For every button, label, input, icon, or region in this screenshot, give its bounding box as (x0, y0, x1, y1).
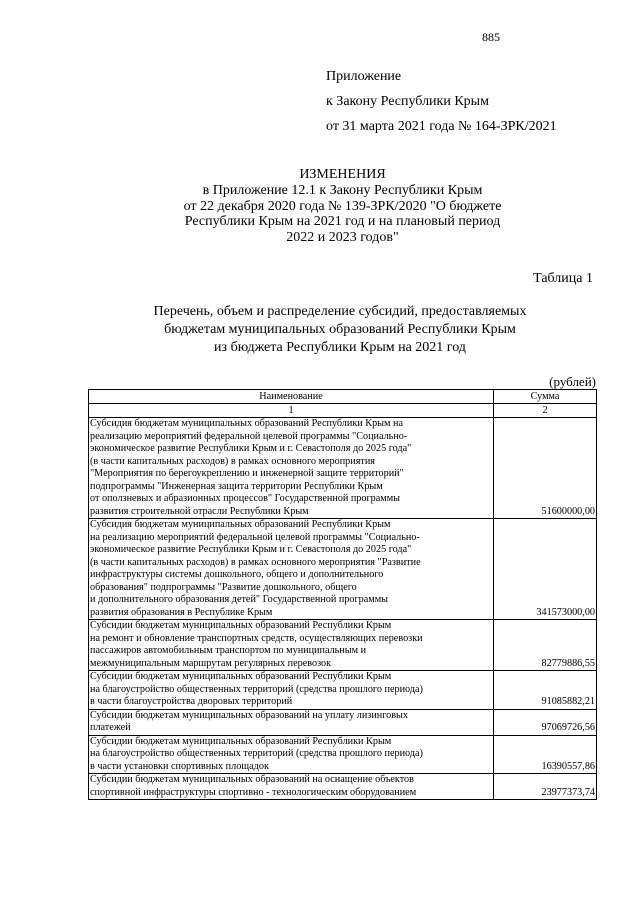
table-row (89, 671, 597, 710)
table-row (89, 418, 597, 519)
page-number: 885 (482, 30, 500, 44)
table-row (89, 735, 597, 774)
row-name: Субсидия бюджетам муниципальных образований Республики Крым на реализацию мероприятий федеральной целевой программы "Социально- экономическое развитие Республики Крым и г. Севастополя до 2025 года" (в части капитальных расходов) в рамках основного мероприятия "Развитие инфраструктуры системы дошкольного, общего и дополнительного образования" подпрограммы "Развитие дошкольного, общего и дополнительного образования детей" Государственной программы развития образования в Республике Крым (89, 519, 494, 620)
table-row (89, 774, 597, 800)
row-amount: 51600000,00 (494, 418, 597, 519)
header-amount: Сумма (494, 390, 597, 404)
row-amount: 91085882,21 (494, 671, 597, 710)
table-row (89, 620, 597, 671)
row-name: Субсидии бюджетам муниципальных образований Республики Крым на благоустройство общественных территорий (средства прошлого периода) в части благоустройства дворовых территорий (89, 671, 494, 710)
table-row (89, 709, 597, 735)
heading-line-2: в Приложение 12.1 к Закону Республики Крым (202, 182, 483, 198)
heading-line-1: ИЗМЕНЕНИЯ (299, 167, 386, 182)
heading-line-4: Республики Крым на 2021 год и на плановый период (184, 214, 501, 230)
row-amount: 97069726,56 (494, 709, 597, 735)
heading-line-5: 2022 и 2023 годов" (286, 230, 399, 246)
table-title-line-3: из бюджета Республики Крым на 2021 год (214, 340, 466, 355)
row-name: Субсидия бюджетам муниципальных образований Республики Крым на реализацию мероприятий федеральной целевой программы "Социально- экономическое развитие Республики Крым и г. Севастополя до 2025 года" (в части капитальных расходов) в рамках основного мероприятия "Мероприятия по берегоукреплению и инженерной защите территорий" подпрограммы "Инженерная защита территории Республики Крым от оползневых и абразионных процессов" Государственной программы развития строительной отрасли Республики Крым (89, 418, 494, 519)
column-number-1: 1 (89, 404, 494, 418)
row-name: Субсидии бюджетам муниципальных образований Республики Крым на ремонт и обновление транспортных средств, осуществляющих перевозки пассажиров автомобильным транспортом по муниципальным и межмуниципальным маршрутам регулярных перевозок (89, 620, 494, 671)
appendix-block (326, 64, 557, 139)
heading-line-3: от 22 декабря 2020 года № 139-ЗРК/2020 "О бюджете (183, 198, 502, 214)
table-title (130, 303, 550, 357)
row-amount: 16390557,86 (494, 735, 597, 774)
appendix-line-2: к Закону Республики Крым (326, 94, 489, 109)
row-name: Субсидии бюджетам муниципальных образований на уплату лизинговых платежей (89, 709, 494, 735)
table-number: Таблица 1 (533, 271, 593, 286)
appendix-line-3: от 31 марта 2021 года № 164-ЗРК/2021 (326, 119, 557, 134)
row-amount: 23977373,74 (494, 774, 597, 800)
row-amount: 82779886,55 (494, 620, 597, 671)
header-name: Наименование (89, 390, 494, 404)
column-number-row (89, 404, 597, 418)
subsidies-table (88, 389, 597, 800)
table-header-row (89, 390, 597, 404)
appendix-line-1: Приложение (326, 69, 402, 84)
changes-heading (150, 167, 535, 246)
row-name: Субсидии бюджетам муниципальных образований на оснащение объектов спортивной инфраструктуры спортивно - технологическим оборудованием (89, 774, 494, 800)
column-number-2: 2 (494, 404, 597, 418)
currency-unit: (рублей) (549, 374, 596, 389)
table-title-line-2: бюджетам муниципальных образований Республики Крым (164, 322, 516, 337)
row-amount: 341573000,00 (494, 519, 597, 620)
table-row (89, 519, 597, 620)
table-title-line-1: Перечень, объем и распределение субсидий, предоставляемых (153, 304, 527, 319)
row-name: Субсидии бюджетам муниципальных образований Республики Крым на благоустройство общественных территорий (средства прошлого периода) в части установки спортивных площадок (89, 735, 494, 774)
